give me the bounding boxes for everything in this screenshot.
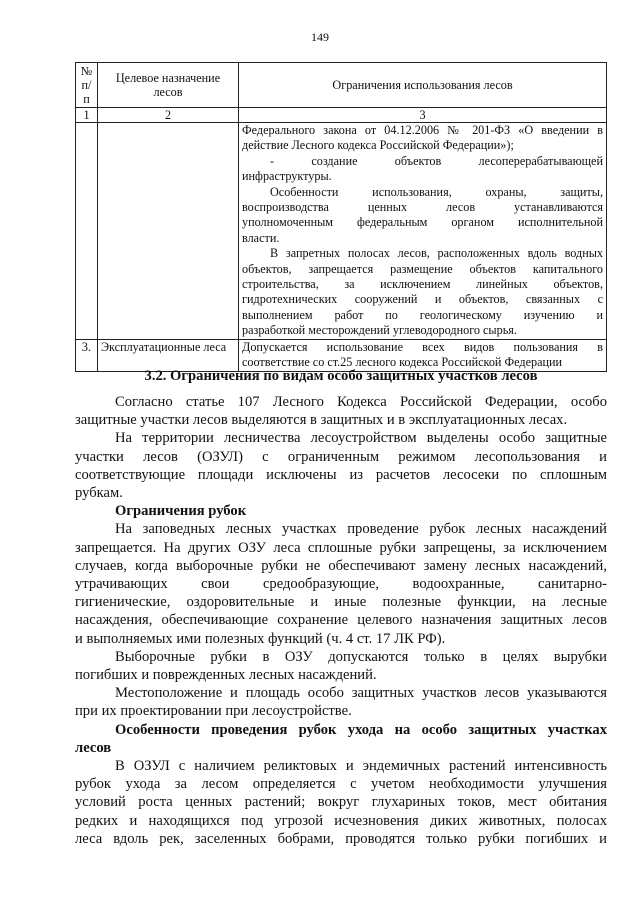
table-header-row xyxy=(76,63,607,108)
paragraph-line: гигиенические, оздоровительные и иные полезные функции, на лесные xyxy=(75,594,607,611)
paragraph-line: На территории лесничества лесоустройством выделены особо защитные xyxy=(115,430,607,447)
row-purpose-cell: Эксплуатационные леса xyxy=(98,339,239,371)
header-number: № п/п xyxy=(76,63,98,108)
table-line: В запретных полосах лесов, расположенных вдоль водных xyxy=(270,246,603,261)
table-line: воспроизводства ценных лесов устанавливаются xyxy=(242,200,603,215)
header-purpose: Целевое назначение лесов xyxy=(98,63,239,108)
paragraph-line: защитные участки лесов выделяются в защитных и в эксплуатационных лесах. xyxy=(75,412,568,429)
table-row xyxy=(76,123,607,340)
paragraph-line: утрачивающих свои средообразующие, водоохранные, санитарно- xyxy=(75,576,607,593)
table-line: строительства, за исключением линейных объектов, xyxy=(242,277,603,292)
paragraph-line: Местоположение и площадь особо защитных участков лесов указываются xyxy=(115,685,607,702)
table-line: объектов, запрещается размещение объектов капитального xyxy=(242,261,603,276)
row-restrictions-cell xyxy=(239,339,607,371)
table-line: гидротехнических сооружений и объектов, связанных с xyxy=(242,292,603,307)
section-title: 3.2. Ограничения по видам особо защитных участков лесов xyxy=(144,368,538,384)
body-text xyxy=(75,393,607,848)
paragraph-line: соответствующие площади исключены из расчетов лесосеки по сплошным xyxy=(75,466,607,483)
paragraph-line: редких и находящихся под угрозой исчезновения диких животных, полосах xyxy=(75,812,607,829)
table-line: - создание объектов лесоперерабатывающей xyxy=(270,153,603,168)
paragraph-line: На заповедных лесных участках проведение рубок лесных насаждений xyxy=(115,521,607,538)
paragraph-line: рубок ухода за лесом определяется с учетом необходимости улучшения xyxy=(75,776,607,793)
table-line: инфраструктуры. xyxy=(242,169,332,184)
table-line: Особенности использования, охраны, защиты, xyxy=(270,184,603,199)
paragraph-line: и выполняемых ими полезных функций (ч. 4 ст. 17 ЛК РФ). xyxy=(75,630,446,647)
table-line: выполнением работ по геологическому изучению и xyxy=(242,307,603,322)
page-number: 149 xyxy=(311,30,329,44)
paragraph-line: леса вдоль рек, заселенных бобрами, проводятся только рубки погибших и xyxy=(75,830,607,847)
table-line: соответствие со ст.25 лесного кодекса Российской Федерации xyxy=(242,355,563,370)
table-line: действие Лесного кодекса Российской Федерации»); xyxy=(242,138,514,153)
paragraph-line: погибших и поврежденных лесных насаждений. xyxy=(75,667,377,684)
paragraph-line: насаждения, обеспечивающие сохранение целевого назначения защитных лесов xyxy=(75,612,607,629)
column-number: 3 xyxy=(239,108,607,123)
table-line: власти. xyxy=(242,230,280,245)
paragraph-line: Выборочные рубки в ОЗУ допускаются только в целях вырубки xyxy=(115,648,607,665)
column-number: 1 xyxy=(76,108,98,123)
paragraph-line: рубкам. xyxy=(75,485,123,502)
header-restrictions: Ограничения использования лесов xyxy=(239,63,607,108)
row-restrictions-cell xyxy=(239,123,607,340)
subheading: Ограничения рубок xyxy=(115,503,247,520)
paragraph-line: В ОЗУЛ с наличием реликтовых и эндемичных растений интенсивность xyxy=(115,758,607,775)
subheading: лесов xyxy=(75,739,112,756)
subheading: Особенности проведения рубок ухода на особо защитных участках xyxy=(115,721,607,738)
table-line: разработкой месторождений углеводородного сырья. xyxy=(242,323,517,338)
restrictions-table xyxy=(75,62,607,372)
paragraph-line: запрещается. На других ОЗУ леса сплошные рубки запрещены, за исключением xyxy=(75,539,607,556)
table-line: Федерального закона от 04.12.2006 № 201-ФЗ «О введении в xyxy=(242,123,603,137)
paragraph-line: участки лесов (ОЗУЛ) с ограниченным режимом лесопользования и xyxy=(75,448,607,465)
column-number-row xyxy=(76,108,607,123)
paragraph-line: при их проектировании при лесоустройстве. xyxy=(75,703,352,720)
paragraph-line: условий роста ценных растений; вокруг глухариных токов, мест обитания xyxy=(75,794,607,811)
paragraph-line: Согласно статье 107 Лесного Кодекса Российской Федерации, особо xyxy=(115,394,607,410)
row-number-cell xyxy=(76,123,98,340)
table-line: Допускается использование всех видов пользования в xyxy=(242,339,603,354)
table-row xyxy=(76,339,607,371)
row-purpose-cell xyxy=(98,123,239,340)
paragraph-line: случаев, когда выборочные рубки не обеспечивают замену лесных насаждений, xyxy=(75,557,607,574)
row-number-cell: 3. xyxy=(76,339,98,371)
table-line: уполномоченным федеральным органом исполнительной xyxy=(242,215,603,230)
column-number: 2 xyxy=(98,108,239,123)
